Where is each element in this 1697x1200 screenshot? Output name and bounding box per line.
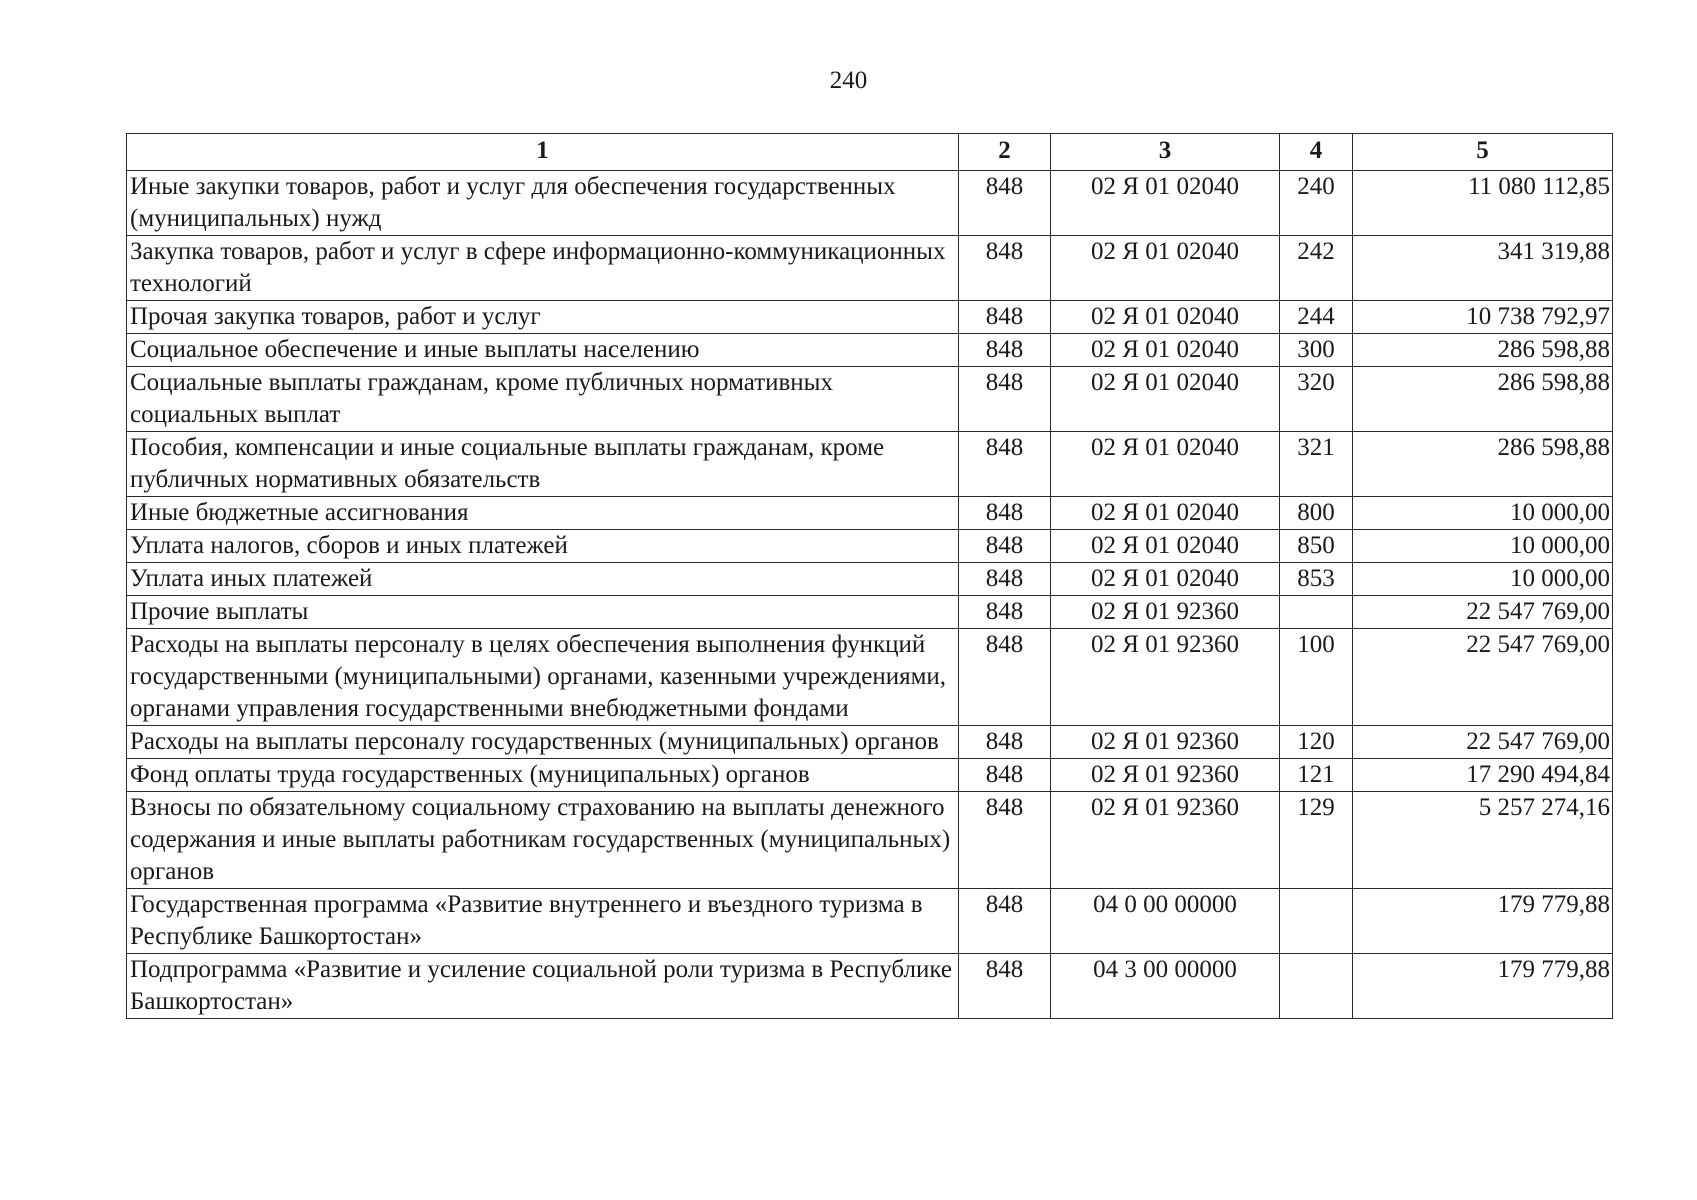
row-amount-cell: 10 000,00	[1353, 563, 1613, 596]
row-expense-type-cell: 120	[1280, 726, 1353, 759]
row-name-cell: Уплата иных платежей	[127, 563, 959, 596]
row-name-cell: Прочая закупка товаров, работ и услуг	[127, 301, 959, 334]
row-expense-type-cell	[1280, 889, 1353, 954]
row-name-cell: Фонд оплаты труда государственных (муниципальных) органов	[127, 759, 959, 792]
table-row	[127, 301, 1613, 334]
row-name-cell: Пособия, компенсации и иные социальные выплаты гражданам, кроме публичных нормативных обязательств	[127, 432, 959, 497]
row-target-code-cell: 02 Я 01 02040	[1051, 530, 1280, 563]
row-target-code-cell: 02 Я 01 92360	[1051, 792, 1280, 889]
header-col-5: 5	[1353, 134, 1613, 171]
row-amount-cell: 179 779,88	[1353, 889, 1613, 954]
header-col-3: 3	[1051, 134, 1280, 171]
table-row	[127, 497, 1613, 530]
page-number: 240	[829, 67, 868, 94]
row-target-code-cell: 02 Я 01 02040	[1051, 334, 1280, 367]
table-row	[127, 236, 1613, 301]
row-gr-code-cell: 848	[959, 889, 1051, 954]
row-name-cell: Иные закупки товаров, работ и услуг для обеспечения государственных (муниципальных) нужд	[127, 171, 959, 236]
row-expense-type-cell: 853	[1280, 563, 1353, 596]
row-target-code-cell: 02 Я 01 02040	[1051, 497, 1280, 530]
row-amount-cell: 11 080 112,85	[1353, 171, 1613, 236]
table-row	[127, 530, 1613, 563]
row-gr-code-cell: 848	[959, 596, 1051, 629]
row-expense-type-cell: 240	[1280, 171, 1353, 236]
header-col-1: 1	[127, 134, 959, 171]
row-gr-code-cell: 848	[959, 497, 1051, 530]
table-row	[127, 792, 1613, 889]
budget-table	[126, 133, 1613, 1019]
row-amount-cell: 286 598,88	[1353, 367, 1613, 432]
row-amount-cell: 10 738 792,97	[1353, 301, 1613, 334]
row-name-cell: Взносы по обязательному социальному страхованию на выплаты денежного содержания и иные выплаты работникам государственных (муниципальных) органов	[127, 792, 959, 889]
row-amount-cell: 17 290 494,84	[1353, 759, 1613, 792]
table-row	[127, 563, 1613, 596]
row-gr-code-cell: 848	[959, 367, 1051, 432]
row-amount-cell: 5 257 274,16	[1353, 792, 1613, 889]
row-gr-code-cell: 848	[959, 759, 1051, 792]
row-name-cell: Государственная программа «Развитие внутреннего и въездного туризма в Республике Башкортостан»	[127, 889, 959, 954]
row-expense-type-cell: 850	[1280, 530, 1353, 563]
row-name-cell: Расходы на выплаты персоналу государственных (муниципальных) органов	[127, 726, 959, 759]
row-target-code-cell: 02 Я 01 02040	[1051, 367, 1280, 432]
row-target-code-cell: 04 3 00 00000	[1051, 954, 1280, 1019]
row-expense-type-cell: 321	[1280, 432, 1353, 497]
row-name-cell: Прочие выплаты	[127, 596, 959, 629]
row-expense-type-cell: 129	[1280, 792, 1353, 889]
row-target-code-cell: 02 Я 01 92360	[1051, 596, 1280, 629]
row-amount-cell: 22 547 769,00	[1353, 596, 1613, 629]
row-amount-cell: 179 779,88	[1353, 954, 1613, 1019]
table-row	[127, 596, 1613, 629]
row-gr-code-cell: 848	[959, 236, 1051, 301]
row-name-cell: Социальное обеспечение и иные выплаты населению	[127, 334, 959, 367]
header-col-2: 2	[959, 134, 1051, 171]
row-name-cell: Уплата налогов, сборов и иных платежей	[127, 530, 959, 563]
row-gr-code-cell: 848	[959, 301, 1051, 334]
row-amount-cell: 286 598,88	[1353, 432, 1613, 497]
row-target-code-cell: 02 Я 01 92360	[1051, 726, 1280, 759]
row-target-code-cell: 02 Я 01 02040	[1051, 432, 1280, 497]
table-row	[127, 889, 1613, 954]
row-amount-cell: 22 547 769,00	[1353, 726, 1613, 759]
row-name-cell: Социальные выплаты гражданам, кроме публичных нормативных социальных выплат	[127, 367, 959, 432]
row-expense-type-cell: 100	[1280, 629, 1353, 726]
row-name-cell: Закупка товаров, работ и услуг в сфере информационно-коммуникационных технологий	[127, 236, 959, 301]
row-amount-cell: 10 000,00	[1353, 497, 1613, 530]
header-col-4: 4	[1280, 134, 1353, 171]
row-expense-type-cell	[1280, 596, 1353, 629]
table-row	[127, 759, 1613, 792]
row-amount-cell: 22 547 769,00	[1353, 629, 1613, 726]
row-target-code-cell: 02 Я 01 02040	[1051, 301, 1280, 334]
table-row	[127, 171, 1613, 236]
table-row	[127, 726, 1613, 759]
table-row	[127, 334, 1613, 367]
row-amount-cell: 10 000,00	[1353, 530, 1613, 563]
row-target-code-cell: 04 0 00 00000	[1051, 889, 1280, 954]
row-gr-code-cell: 848	[959, 171, 1051, 236]
row-target-code-cell: 02 Я 01 92360	[1051, 759, 1280, 792]
row-name-cell: Расходы на выплаты персоналу в целях обеспечения выполнения функций государственными (муниципальными) органами, казенными учреждениями, органами управления государственными внебюджетными фондами	[127, 629, 959, 726]
row-amount-cell: 286 598,88	[1353, 334, 1613, 367]
row-expense-type-cell: 300	[1280, 334, 1353, 367]
row-expense-type-cell: 800	[1280, 497, 1353, 530]
row-gr-code-cell: 848	[959, 334, 1051, 367]
table-header-row	[127, 134, 1613, 171]
row-expense-type-cell: 320	[1280, 367, 1353, 432]
row-target-code-cell: 02 Я 01 02040	[1051, 563, 1280, 596]
row-gr-code-cell: 848	[959, 726, 1051, 759]
table-row	[127, 432, 1613, 497]
row-target-code-cell: 02 Я 01 02040	[1051, 171, 1280, 236]
row-expense-type-cell	[1280, 954, 1353, 1019]
row-gr-code-cell: 848	[959, 563, 1051, 596]
row-expense-type-cell: 242	[1280, 236, 1353, 301]
row-expense-type-cell: 244	[1280, 301, 1353, 334]
row-name-cell: Иные бюджетные ассигнования	[127, 497, 959, 530]
table-row	[127, 629, 1613, 726]
table-row	[127, 367, 1613, 432]
row-gr-code-cell: 848	[959, 954, 1051, 1019]
row-target-code-cell: 02 Я 01 02040	[1051, 236, 1280, 301]
table-row	[127, 954, 1613, 1019]
row-gr-code-cell: 848	[959, 432, 1051, 497]
row-gr-code-cell: 848	[959, 530, 1051, 563]
row-expense-type-cell: 121	[1280, 759, 1353, 792]
row-amount-cell: 341 319,88	[1353, 236, 1613, 301]
budget-table-container	[126, 133, 1612, 1019]
row-name-cell: Подпрограмма «Развитие и усиление социальной роли туризма в Республике Башкортостан»	[127, 954, 959, 1019]
row-gr-code-cell: 848	[959, 792, 1051, 889]
row-target-code-cell: 02 Я 01 92360	[1051, 629, 1280, 726]
table-body	[127, 171, 1613, 1019]
row-gr-code-cell: 848	[959, 629, 1051, 726]
